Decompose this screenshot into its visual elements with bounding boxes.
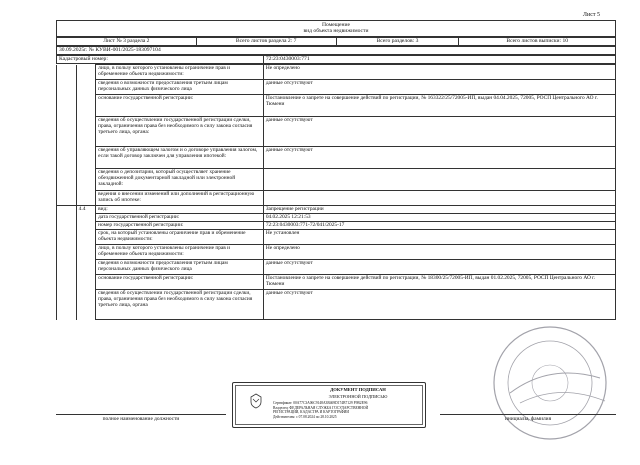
row-label: основание государственной регистрации: <box>96 95 264 117</box>
object-title <box>57 21 616 37</box>
emblem-icon <box>249 393 263 409</box>
row-value: 04.02.2025 12:21:53 <box>263 214 615 222</box>
section-index: 4.4 <box>76 206 96 214</box>
stamp-details <box>273 401 423 420</box>
row-value: Не установлен <box>263 230 615 245</box>
table-row <box>57 206 616 214</box>
stamp-owner-cont: РЕГИСТРАЦИИ, КАДАСТРА И КАРТОГРАФИИ <box>273 410 349 415</box>
stamp-subtitle: ЭЛЕКТРОННОЙ ПОДПИСЬЮ <box>328 394 388 399</box>
position-caption: полное наименование должности <box>102 416 180 422</box>
cadastral-label: Кадастровый номер: <box>57 56 264 64</box>
header-table <box>56 20 616 37</box>
total-sections: Всего разделов: 3 <box>336 38 459 46</box>
row-label: сведения об управляющем залогом и о договоре управления залогом, если такой договор заключен для управления ипотекой: <box>96 147 264 169</box>
table-row <box>57 214 616 222</box>
row-label: сведения об осуществлении государственной регистрации сделки, права, ограничения права без необходимого в силу закона согласия третьего лица, органа <box>96 290 264 320</box>
row-label: номер государственной регистрации: <box>96 222 264 230</box>
row-label: основание государственной регистрации: <box>96 275 264 290</box>
row-value: 72:23:0430003:771-72/041/2025-17 <box>263 222 615 230</box>
row-value: Не определено <box>263 65 615 80</box>
row-value: данные отсутствуют <box>263 260 615 275</box>
row-label: сведения об осуществлении государственной регистрации сделки, права, ограничения права без необходимого в силу закона согласия третьего лица, органа: <box>96 117 264 147</box>
row-value: данные отсутствуют <box>263 290 615 320</box>
doc-number: 30.09.2025г. № КУВИ-001/2025-183097104 <box>57 47 616 55</box>
total-extract-sheets: Всего листов выписки: 10 <box>459 38 616 46</box>
stamp-certificate: Сертификат: 00A77C3A06C9148A3B469D174B7129 F9B2E96 <box>273 401 368 405</box>
stamp-title: ДОКУМЕНТ ПОДПИСАН <box>330 387 386 392</box>
footer-right <box>440 412 616 422</box>
row-label: ведения о внесении изменений или дополнений в регистрационную запись об ипотеке: <box>96 191 264 206</box>
table-row <box>57 245 616 260</box>
footer-left <box>56 412 226 422</box>
row-label: сведения о возможности предоставления третьим лицам персональных данных физического лица <box>96 260 264 275</box>
row-value: Запрещение регистрации <box>263 206 615 214</box>
table-row <box>57 147 616 169</box>
row-value <box>263 169 615 191</box>
row-label: лицо, в пользу которого установлены ограничение прав и обременение объекта недвижимости: <box>96 65 264 80</box>
sheet-number: Лист 5 <box>582 12 600 18</box>
table-row <box>57 117 616 147</box>
table-row <box>57 290 616 320</box>
table-row <box>57 169 616 191</box>
records-table <box>56 64 616 320</box>
stamp-validity: Действителен: с 07.08.2024 по 28.10.2025 <box>273 415 337 420</box>
table-row <box>57 230 616 245</box>
sheet-section: Лист № 3 раздела 2 <box>57 38 197 46</box>
table-row <box>57 275 616 290</box>
row-label: лицо, в пользу которого установлены ограничение прав и обременение объекта недвижимости: <box>96 245 264 260</box>
row-value: данные отсутствуют <box>263 80 615 95</box>
doc-number-row <box>56 46 616 55</box>
table-row <box>57 95 616 117</box>
table-row <box>57 80 616 95</box>
row-label: сведения о депозитарии, который осуществляет хранение обездвиженной документарной закладной или электронной закладной: <box>96 169 264 191</box>
row-label: дата государственной регистрации: <box>96 214 264 222</box>
row-value: Не определено <box>263 245 615 260</box>
object-type-caption: вид объекта недвижимости <box>303 28 369 35</box>
cadastral-row <box>56 55 616 64</box>
row-value: данные отсутствуют <box>263 117 615 147</box>
total-section-sheets: Всего листов раздела 2: 7 <box>196 38 336 46</box>
name-caption: инициалы, фамилия <box>504 416 552 422</box>
row-value <box>263 191 615 206</box>
row-label: вид: <box>96 206 264 214</box>
table-row <box>57 65 616 80</box>
info-row <box>56 37 616 46</box>
object-type: Помещение <box>321 22 350 28</box>
official-seal-icon <box>490 323 610 443</box>
row-label: сведения о возможности предоставления третьим лицам персональных данных физического лица <box>96 80 264 95</box>
document-table <box>56 20 616 320</box>
cadastral-value: 72:23:0430003:771 <box>263 56 615 64</box>
e-signature-stamp <box>232 382 426 428</box>
row-value: Постановление о запрете на совершение действий по регистрации, № 163322/25/72005-ИП, выдан 04.04.2025, 72005, РОСП Центрального АО г. Тюмени <box>263 95 615 117</box>
table-row <box>57 191 616 206</box>
table-row <box>57 222 616 230</box>
stamp-owner: Владелец: ФЕДЕРАЛЬНАЯ СЛУЖБА ГОСУДАРСТВЕННОЙ <box>273 405 369 410</box>
row-label: срок, на который установлены ограничение прав и обременение объекта недвижимости: <box>96 230 264 245</box>
row-value: Постановление о запрете на совершение действий по регистрации, № 18300/25/72005-ИП, выдан 01.02.2025, 72005, РОСП Центрального АО г. Тюмени <box>263 275 615 290</box>
row-value: данные отсутствуют <box>263 147 615 169</box>
table-row <box>57 260 616 275</box>
